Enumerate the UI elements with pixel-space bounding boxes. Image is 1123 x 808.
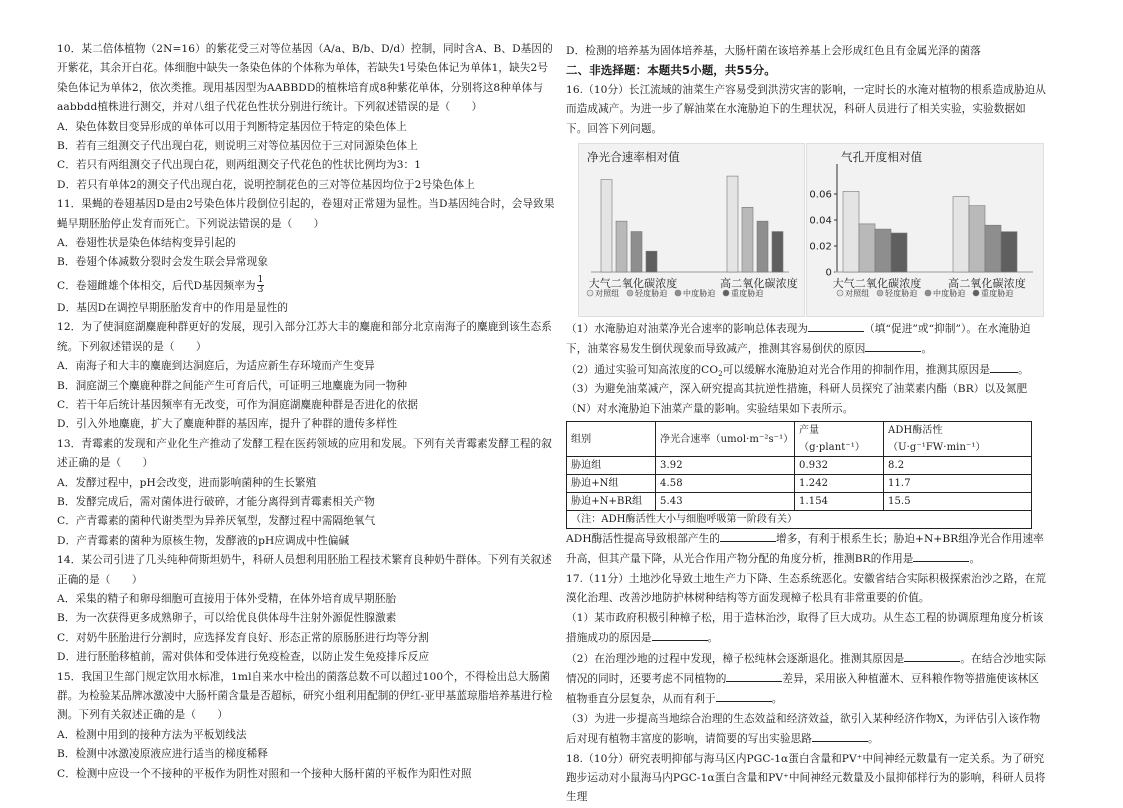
q10-option-a: A．染色体数目变异形成的单体可以用于判断特定基因位于特定的染色体上 (57, 120, 407, 133)
answer-blank[interactable] (808, 319, 864, 332)
stomata-chart-svg (807, 144, 1043, 316)
q16-part1-text-a: （1）水淹胁迫对油菜净光合速率的影响总体表现为 (566, 323, 809, 336)
q17-part1-text-b: 。 (707, 632, 719, 645)
photosynthesis-chart (578, 143, 805, 317)
q16-part2-text-c: 。 (1018, 363, 1029, 376)
table-cell: 11.7 (884, 475, 1032, 493)
table-header-cell: ADH酶活性（U·g⁻¹FW·min⁻¹） (884, 422, 1032, 457)
q16-figures (566, 141, 1046, 317)
bar-stomata-0-0 (843, 191, 859, 272)
table-cell: 0.932 (795, 457, 884, 475)
q16-data-table (566, 421, 1032, 529)
bar-photosynthesis-0-3 (646, 251, 657, 272)
photosynthesis-chart-svg (579, 144, 804, 316)
legend-swatch (627, 290, 633, 296)
q11-option-c-text: C．卷翅雌雄个体相交，后代D基因频率为 (57, 279, 256, 292)
y-tick-label: 0.06 (809, 189, 832, 201)
q12-stem: 12．为了使洞庭湖麋鹿种群更好的发展，现引入部分江苏大丰的麋鹿和部分北京南海子的麋鹿到该生态系统。下列叙述错误的是（ ） (57, 321, 552, 353)
section-heading: 二、非选择题：本题共5小题，共55分。 (566, 63, 776, 78)
q17-part3-text-a: （3）为进一步提高当地综合治理的生态效益和经济效益，欲引入某种经济作物X，为评估引入该作物后对现有植物丰富度的影响，请简要的写出实验思路 (566, 712, 1041, 746)
q14-stem: 14．某公司引进了几头纯种荷斯坦奶牛，科研人员想利用胚胎工程技术繁育良种奶牛群体。下列有关叙述正确的是（ ） (57, 554, 552, 586)
y-tick-label: 0 (825, 267, 832, 279)
subscript: 2 (718, 369, 723, 378)
q17-part3-text-b: 。 (867, 733, 879, 746)
table-cell: 15.5 (884, 493, 1032, 511)
q12-option-c: C．若干年后统计基因频率有无改变，可作为洞庭湖麋鹿种群是否进化的依据 (57, 398, 419, 411)
bar-stomata-1-1 (969, 206, 985, 272)
legend-label: 重度胁迫 (731, 289, 764, 299)
q11-option-d: D．基因D在调控早期胚胎发育中的作用是显性的 (57, 301, 289, 314)
answer-blank[interactable] (904, 649, 960, 662)
answer-blank[interactable] (812, 729, 868, 742)
q16-stem: 16.（10分）长江流域的油菜生产容易受到洪涝灾害的影响，一定时长的水淹对植物的根系造成胁迫从而造成减产。为进一步了解油菜在水淹胁迫下的生理状况，科研人员进行了相关实验，实验数据如下。回答下列问题。 (566, 83, 1046, 135)
chart-title: 气孔开度相对值 (841, 150, 923, 165)
bar-photosynthesis-1-0 (727, 176, 738, 272)
table-cell: 4.58 (656, 475, 795, 493)
q16-part1-text-c: 。 (921, 343, 933, 356)
q10-option-d: D．若只有单体2的测交子代出现白花，说明控制花色的三对等位基因均位于2号染色体上 (57, 178, 475, 191)
q16-part4-text-a: ADH酶活性提高导致根部产生的 (566, 533, 721, 546)
q17-part1 (566, 609, 1046, 649)
table-row (567, 475, 1032, 493)
table-row (567, 457, 1032, 475)
legend-label: 重度胁迫 (981, 289, 1014, 299)
q18-stem: 18.（10分）研究表明抑郁与海马区内PGC-1α蛋白含量和PV⁺中间神经元数量有一定关系。为了研究跑步运动对小鼠海马内PGC-1α蛋白含量和PV⁺中间神经元数量及小鼠抑郁样行为的影响，科研人员将生理 (566, 752, 1046, 804)
table-cell: 胁迫+N+BR组 (567, 493, 656, 511)
q10-option-c: C．若只有两组测交子代出现白花，则两组测交子代花色的性状比例均为3：1 (57, 159, 422, 172)
q16-part1 (566, 319, 1046, 360)
table-header-cell: 净光合速率（umol·m⁻²s⁻¹） (656, 422, 795, 457)
legend-swatch (837, 290, 843, 296)
q16-part3: （3）为避免油菜减产，深入研究提高其抗逆性措施，科研人员探究了油菜素内酯（BR）以及氮肥（N）对水淹胁迫下油菜产量的影响。实验结果如下表所示。 (566, 383, 1028, 415)
answer-blank[interactable] (652, 628, 708, 641)
q11-option-a: A．卷翅性状是染色体结构变异引起的 (57, 237, 236, 250)
table-cell: 5.43 (656, 493, 795, 511)
bar-photosynthesis-1-1 (742, 207, 753, 272)
q15-option-b: B．检测中冰激凌原液应进行适当的梯度稀释 (57, 748, 269, 761)
table-header-row (567, 422, 1032, 457)
x-category-label: 大气二氧化碳浓度 (588, 277, 678, 291)
legend-label: 轻度胁迫 (635, 289, 668, 299)
q14-option-c: C．对奶牛胚胎进行分割时，应选择发育良好、形态正常的原肠胚进行均等分割 (57, 631, 429, 644)
q14-option-a: A．采集的精子和卵母细胞可直接用于体外受精，在体外培育成早期胚胎 (57, 592, 397, 605)
q16-part4 (566, 529, 1046, 570)
q11-stem: 11．果蝇的卷翅基因D是由2号染色体片段倒位引起的，卷翅对正常翅为显性。当D基因纯合时，会导致果蝇早期胚胎停止发育而死亡。下列说法错误的是（ ） (57, 198, 555, 230)
answer-blank[interactable] (913, 549, 969, 562)
q10-stem: 10．某二倍体植物（2N=16）的紫花受三对等位基因（A/a、B/b、D/d）控制，同时含A、B、D基因的开紫花，其余开白花。体细胞中缺失一条染色体的个体称为单体，若缺失1号染色体记为单体1，缺失2号染色体记为单体2，依次类推。现用基因型为AABBDD的植株培育成8种紫花单体，分别将这8种单体与aabbdd植株进行测交，并对八组子代花色性状分别进行统计。下列叙述错误的是（ ） (57, 43, 553, 114)
legend-swatch (925, 290, 931, 296)
stomata-chart (806, 143, 1044, 317)
q12-option-d: D．引入外地麋鹿，扩大了麋鹿种群的基因库，提升了种群的遗传多样性 (57, 418, 398, 431)
q16-part1-text-b: （填“促进”或“抑制”）。在水淹胁迫下，油菜容易发生倒伏现象而导致减产，推测其容易倒伏的原因 (566, 323, 1031, 356)
legend-label: 中度胁迫 (933, 289, 966, 299)
left-column (57, 40, 557, 784)
answer-blank[interactable] (865, 339, 921, 352)
legend-swatch (675, 290, 681, 296)
q17-part2-text-b: 。在结合沙地实际情况的同时，还要考虑不同植物的 (566, 652, 1046, 685)
fraction-denominator: 3 (257, 285, 264, 296)
table-row (567, 493, 1032, 511)
q16-part2 (566, 360, 1046, 380)
x-category-label: 高二氧化碳浓度 (720, 277, 798, 291)
bar-stomata-1-2 (985, 225, 1001, 272)
answer-blank[interactable] (720, 529, 776, 542)
fraction-numerator: 1 (257, 275, 264, 286)
q13-option-a: A．发酵过程中，pH会改变，进而影响菌种的生长繁殖 (57, 476, 317, 489)
legend-swatch (877, 290, 883, 296)
table-cell: 8.2 (884, 457, 1032, 475)
table-header-cell: 组别 (567, 422, 656, 457)
q12-option-b: B．洞庭湖三个麋鹿种群之间能产生可育后代，可证明三地麋鹿为同一物种 (57, 379, 408, 392)
q16-part2-text-a: （2）通过实验可知高浓度的CO (566, 363, 719, 376)
q13-stem: 13．青霉素的发现和产业化生产推动了发酵工程在医药领域的应用和发展。下列有关青霉素发酵工程的叙述正确的是（ ） (57, 437, 552, 470)
legend-swatch (973, 290, 979, 296)
bar-photosynthesis-1-2 (757, 221, 768, 272)
q17-part1-text-a: （1）某市政府积极引种樟子松，用于造林治沙，取得了巨大成功。从生态工程的协调原理角度分析该措施成功的原因是 (566, 611, 1044, 645)
answer-blank[interactable] (726, 669, 782, 682)
fraction (257, 276, 265, 295)
q14-option-d: D．进行胚胎移植前，需对供体和受体进行免疫检查，以防止发生免疫排斥反应 (57, 651, 430, 664)
q14-option-b: B．为一次获得更多成熟卵子，可以给优良供体母牛注射外源促性腺激素 (57, 612, 397, 625)
table-cell: 1.242 (795, 475, 884, 493)
x-category-label: 大气二氧化碳浓度 (832, 277, 922, 291)
q13-option-c: C．产青霉素的菌种代谢类型为异养厌氧型，发酵过程中需隔绝氧气 (57, 515, 376, 528)
legend-label: 轻度胁迫 (885, 289, 918, 299)
table-cell: 3.92 (656, 457, 795, 475)
q15-stem: 15．我国卫生部门规定饮用水标准，1ml自来水中检出的菌落总数不可以超过100个，不得检出总大肠菌群。为检验某品牌冰激凌中大肠杆菌含量是否超标，研究小组利用配制的伊红-亚甲基蓝琼脂培养基进行检测。下列有关叙述正确的是（ ） (57, 670, 553, 722)
q10-option-b: B．若有三组测交子代出现白花，则说明三对等位基因位于三对同源染色体上 (57, 140, 418, 153)
legend-label: 对照组 (595, 289, 620, 299)
bar-stomata-0-3 (891, 233, 907, 272)
table-cell: 胁迫+N组 (567, 475, 656, 493)
q17-part2-text-d: 。 (771, 693, 783, 706)
chart-title: 净光合速率相对值 (587, 150, 680, 165)
bar-stomata-0-1 (859, 224, 875, 272)
bar-photosynthesis-0-1 (616, 221, 627, 272)
table-header-cell: 产量（g·plant⁻¹） (795, 422, 884, 457)
bar-photosynthesis-0-0 (601, 180, 612, 272)
right-column (566, 42, 1046, 808)
bar-stomata-0-2 (875, 229, 891, 272)
q16-part4-text-c: 。 (969, 553, 981, 566)
legend-label: 对照组 (845, 289, 870, 299)
q11-option-b: B．卷翅个体减数分裂时会发生联会异常现象 (57, 256, 269, 269)
q13-option-d: D．产青霉素的菌种为原核生物，发酵液的pH应调成中性偏碱 (57, 534, 350, 547)
q17-part2-text-a: （2）在治理沙地的过程中发现，樟子松纯林会逐渐退化。推测其原因是 (566, 652, 905, 665)
table-note: （注：ADH酶活性大小与细胞呼吸第一阶段有关） (567, 511, 1032, 529)
q15-option-d: D．检测的培养基为固体培养基，大肠杆菌在该培养基上会形成红色且有金属光泽的菌落 (566, 45, 981, 57)
answer-blank[interactable] (716, 689, 772, 702)
q17-part2-text-c: 差异，采用嵌入种植灌木、豆科粮作物等措施使该林区植物垂直分层复杂，从而有利于 (566, 672, 1040, 706)
bar-photosynthesis-1-3 (772, 232, 783, 272)
y-tick-label: 0.04 (809, 215, 832, 227)
q15-option-c: C．检测中应设一个不接种的平板作为阴性对照和一个接种大肠杆菌的平板作为阳性对照 (57, 767, 472, 780)
bar-stomata-1-0 (953, 197, 969, 272)
legend-swatch (587, 290, 593, 296)
q12-option-a: A．南海子和大丰的麋鹿到达洞庭后，为适应新生存环境而产生变异 (57, 360, 375, 373)
q16-part2-text-b: 可以缓解水淹胁迫对光合作用的抑制作用，推测其原因是 (722, 363, 991, 376)
q17-part3 (566, 710, 1046, 750)
bar-photosynthesis-0-2 (631, 232, 642, 272)
q17-part2 (566, 649, 1046, 710)
bar-stomata-1-3 (1001, 232, 1017, 272)
q15-option-a: A．检测中用到的接种方法为平板划线法 (57, 728, 247, 741)
table-cell: 胁迫组 (567, 457, 656, 475)
table-cell: 1.154 (795, 493, 884, 511)
answer-blank[interactable] (990, 360, 1018, 373)
table-note-row (567, 511, 1032, 529)
q11-option-c (57, 273, 557, 299)
q13-option-b: B．发酵完成后，需对菌体进行破碎，才能分离得到青霉素相关产物 (57, 495, 376, 508)
x-category-label: 高二氧化碳浓度 (948, 277, 1026, 291)
q17-stem: 17.（11分）土地沙化导致土地生产力下降、生态系统恶化。安徽省结合实际积极探索治沙之路，在荒漠化治理、改善沙地防护林树种结构等方面发现樟子松具有非常重要的价值。 (566, 572, 1046, 605)
y-tick-label: 0.02 (809, 241, 832, 253)
legend-swatch (723, 290, 729, 296)
q16-part4-text-b: 增多，有利于根系生长；胁迫+N+BR组净光合作用速率升高，但其产量下降，从光合作用产物分配的角度分析，推测BR的作用是 (566, 533, 1044, 566)
legend-label: 中度胁迫 (683, 289, 716, 299)
